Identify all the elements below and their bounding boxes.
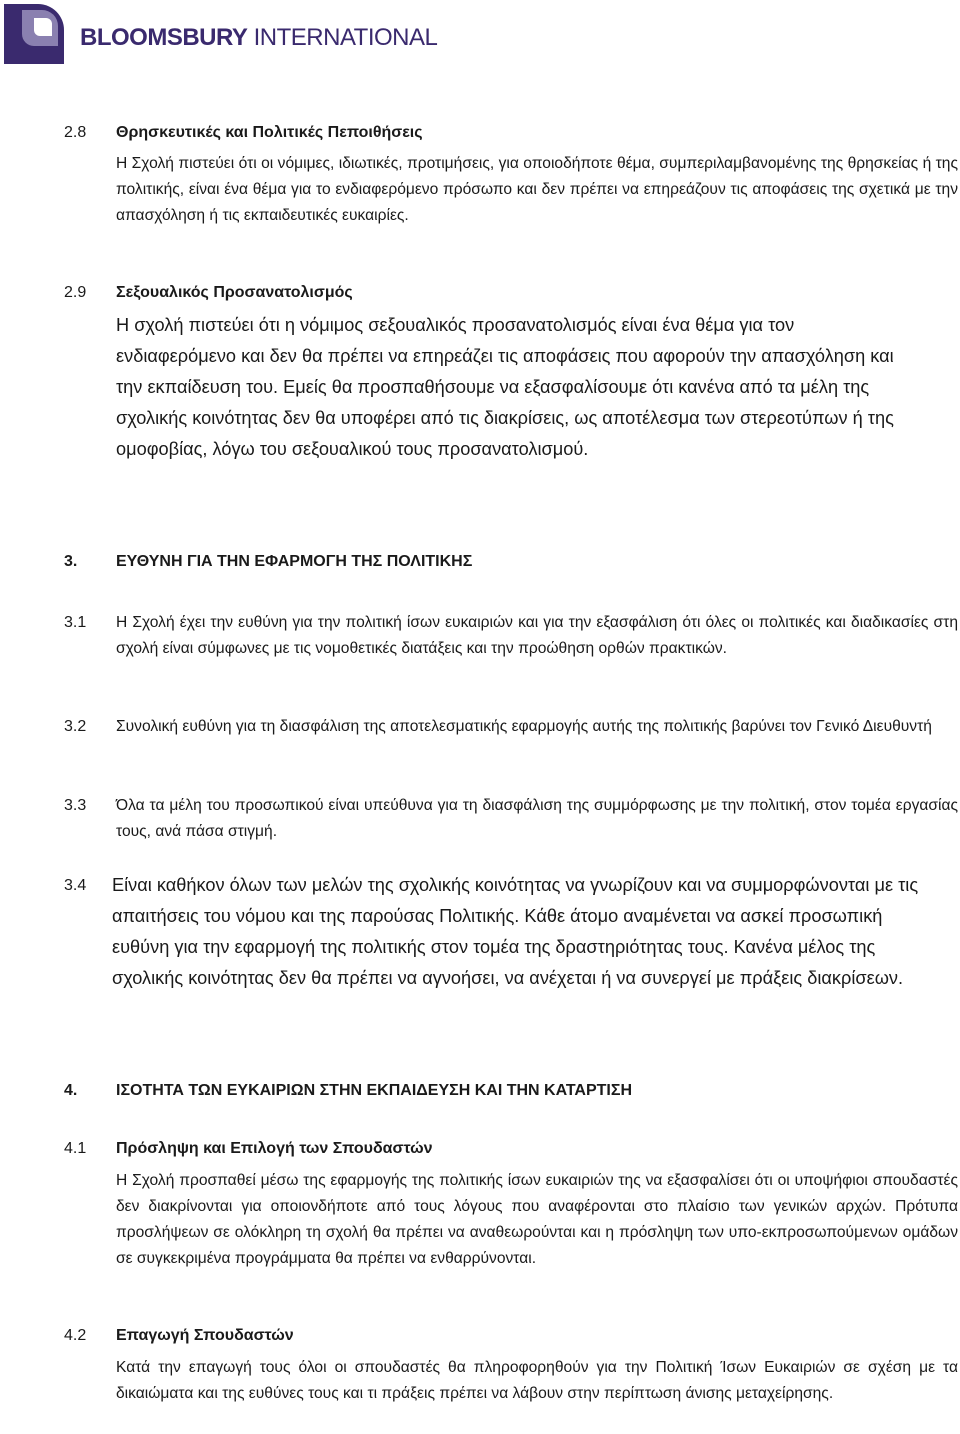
section-number: 3.4 — [64, 877, 87, 894]
page-header — [4, 4, 438, 68]
section-text: Συνολική ευθύνη για τη διασφάλιση της αποτελεσματικής εφαρμογής αυτής της πολιτικής βαρύνει τον Γενικό Διευθυντή — [116, 718, 932, 735]
section-heading: ΙΣΟΤΗΤΑ ΤΩΝ ΕΥΚΑΙΡΙΩΝ ΣΤΗΝ ΕΚΠΑΙΔΕΥΣΗ ΚΑΙ ΤΗΝ ΚΑΤΑΡΤΙΣΗ — [116, 1082, 633, 1099]
section-number: 2.9 — [64, 284, 87, 301]
brand-name-bold: BLOOMSBURY — [80, 24, 248, 51]
section-heading: ΕΥΘΥΝΗ ΓΙΑ ΤΗΝ ΕΦΑΡΜΟΓΗ ΤΗΣ ΠΟΛΙΤΙΚΗΣ — [116, 553, 473, 570]
section-text: Η Σχολή πιστεύει ότι οι νόμιμες, ιδιωτικές, προτιμήσεις, για οποιοδήποτε θέμα, συμπεριλαμβανομένης της θρησκείας ή της πολιτικής, είναι ένα θέμα για το ενδιαφερόμενο πρόσωπο και δεν πρέπει να επηρεάζουν τις αποφάσεις της σχετικά με την απασχόληση ή τις εκπαιδευτικές ευκαιρίες. — [116, 155, 958, 224]
brand-name — [80, 24, 437, 52]
section-text: Η Σχολή έχει την ευθύνη για την πολιτική ίσων ευκαιριών και για την εξασφάλιση ότι όλες οι πολιτικές και διαδικασίες στη σχολή είναι σύμφωνες με τις νομοθετικές διατάξεις και την προώθηση ορθών πρακτικών. — [116, 614, 958, 657]
bloomsbury-logo-icon — [4, 4, 64, 64]
section-number: 4.2 — [64, 1327, 87, 1344]
section-number: 4. — [64, 1082, 78, 1099]
section-number: 3.1 — [64, 614, 87, 631]
section-text: Κατά την επαγωγή τους όλοι οι σπουδαστές θα πληροφορηθούν για την Πολιτική Ίσων Ευκαιριών σε σχέση με τα δικαιώματα και της ευθύνες τους και τι πράξεις πρέπει να λάβουν στην περίπτωση άνισης μεταχείρησης. — [116, 1359, 958, 1402]
section-number: 3.2 — [64, 718, 87, 735]
section-heading: Επαγωγή Σπουδαστών — [116, 1327, 294, 1344]
section-number: 3. — [64, 553, 78, 570]
section-heading: Σεξουαλικός Προσανατολισμός — [116, 284, 353, 301]
section-number: 4.1 — [64, 1140, 87, 1157]
section-text: Η Σχολή προσπαθεί μέσω της εφαρμογής της πολιτικής ίσων ευκαιριών της να εξασφαλίσει ότι οι υποψήφιοι σπουδαστές δεν διακρίνονται για οποιονδήποτε από τους λόγους που αναφέρονται στο πλαίσιο των γενικών αρχών. Πρότυπα προσλήψεων σε ολόκληρη τη σχολή θα πρέπει να αναθεωρούνται και η πρόσληψη των υπο-εκπροσωπούμενων ομάδων σε συγκεκριμένα προγράμματα θα πρέπει να ενθαρρύνονται. — [116, 1172, 958, 1267]
section-number: 3.3 — [64, 797, 87, 814]
brand-name-light: INTERNATIONAL — [253, 24, 438, 51]
section-heading: Πρόσληψη και Επιλογή των Σπουδαστών — [116, 1140, 433, 1157]
section-text: Η σχολή πιστεύει ότι η νόμιμος σεξουαλικός προσανατολισμός είναι ένα θέμα για τον ενδιαφερόμενο και δεν θα πρέπει να επηρεάζει τις αποφάσεις που αφορούν την απασχόληση και την εκπαίδευση του. Εμείς θα προσπαθήσουμε να εξασφαλίσουμε ότι κανένα από τα μέλη της σχολικής κοινότητας δεν θα υποφέρει από τις διακρίσεις, ως αποτέλεσμα των στερεοτύπων ή της ομοφοβίας, λόγω του σεξουαλικού τους προσανατολισμού. — [116, 315, 894, 459]
section-text: Είναι καθήκον όλων των μελών της σχολικής κοινότητας να γνωρίζουν και να συμμορφώνονται με τις απαιτήσεις του νόμου και της παρούσας Πολιτικής. Κάθε άτομο αναμένεται να ασκεί προσωπική ευθύνη για την εφαρμογή της πολιτικής στον τομέα της δραστηριότητας τους. Κανένα μέλος της σχολικής κοινότητας δεν θα πρέπει να αγνοήσει, να ανέχεται ή να συνεργεί με πράξεις διακρίσεων. — [112, 875, 919, 988]
section-heading: Θρησκευτικές και Πολιτικές Πεποιθήσεις — [116, 124, 423, 141]
section-number: 2.8 — [64, 124, 87, 141]
section-text: Όλα τα μέλη του προσωπικού είναι υπεύθυνα για τη διασφάλιση της συμμόρφωσης με την πολιτική, στον τομέα εργασίας τους, ανά πάσα στιγμή. — [116, 797, 958, 840]
